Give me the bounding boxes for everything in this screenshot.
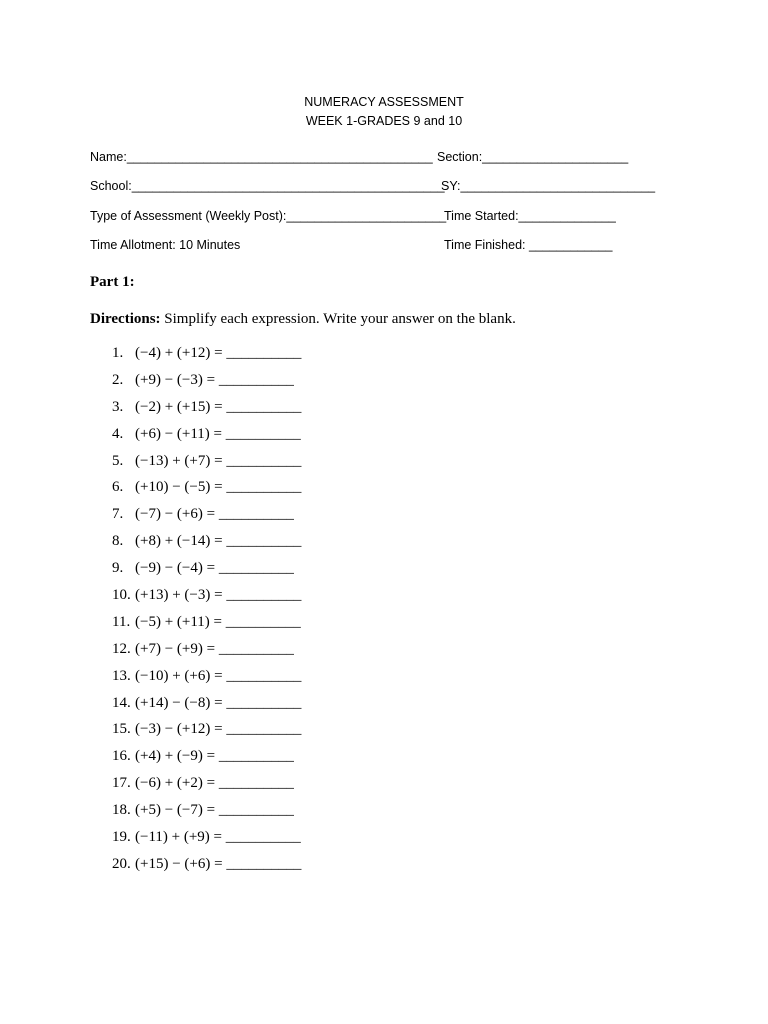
question-expression: (−4) + (+12) = __________ bbox=[135, 345, 302, 361]
document-subtitle: WEEK 1-GRADES 9 and 10 bbox=[305, 114, 463, 128]
question-number: 11. bbox=[112, 613, 131, 630]
question-expression: (−3) − (+12) = __________ bbox=[135, 721, 302, 738]
question-item bbox=[112, 695, 301, 722]
section-field: Section:_____________________ bbox=[437, 150, 629, 164]
question-expression: (+9) − (−3) = __________ bbox=[135, 371, 294, 388]
question-number: 12. bbox=[112, 640, 131, 657]
question-number: 3. bbox=[112, 398, 124, 415]
question-number: 16. bbox=[112, 748, 131, 765]
question-expression: (+6) − (+11) = __________ bbox=[135, 425, 301, 442]
question-number: 13. bbox=[112, 667, 131, 684]
question-expression: (−11) + (+9) = __________ bbox=[135, 829, 301, 846]
question-expression: (+8) + (−14) = __________ bbox=[135, 533, 302, 550]
question-item bbox=[112, 721, 301, 748]
question-number: 9. bbox=[112, 560, 124, 577]
time-finished-field: Time Finished: ____________ bbox=[444, 238, 613, 252]
question-number: 4. bbox=[112, 425, 124, 442]
question-number: 2. bbox=[112, 371, 124, 388]
question-expression: (−9) − (−4) = __________ bbox=[135, 560, 294, 577]
question-expression: (+10) − (−5) = __________ bbox=[135, 479, 302, 496]
question-item bbox=[112, 802, 301, 829]
question-item bbox=[112, 426, 301, 453]
question-item bbox=[112, 506, 301, 533]
question-number: 19. bbox=[112, 829, 131, 846]
question-list bbox=[112, 345, 301, 883]
question-number: 6. bbox=[112, 479, 124, 496]
sy-field: SY:____________________________ bbox=[441, 179, 656, 193]
time-started-field: Time Started:______________ bbox=[444, 209, 616, 223]
question-number: 14. bbox=[112, 694, 131, 711]
question-item bbox=[112, 641, 301, 668]
part-heading: Part 1: bbox=[90, 274, 135, 290]
question-expression: (−10) + (+6) = __________ bbox=[135, 667, 302, 684]
question-item bbox=[112, 560, 301, 587]
question-number: 20. bbox=[112, 855, 131, 872]
question-number: 8. bbox=[112, 533, 124, 550]
question-item bbox=[112, 479, 301, 506]
question-item bbox=[112, 829, 301, 856]
question-expression: (+15) − (+6) = __________ bbox=[135, 855, 302, 872]
assessment-type-field: Type of Assessment (Weekly Post):_______________________ bbox=[90, 209, 447, 223]
question-number: 7. bbox=[112, 506, 124, 523]
question-expression: (+14) − (−8) = __________ bbox=[135, 694, 302, 711]
question-number: 17. bbox=[112, 775, 131, 792]
question-item bbox=[112, 668, 301, 695]
question-expression: (+5) − (−7) = __________ bbox=[135, 802, 294, 819]
question-expression: (−13) + (+7) = __________ bbox=[135, 452, 302, 469]
directions-text: Simplify each expression. Write your answer on the blank. bbox=[160, 311, 516, 327]
question-item bbox=[112, 587, 301, 614]
time-allotment-text: Time Allotment: 10 Minutes bbox=[90, 238, 241, 252]
question-number: 5. bbox=[112, 452, 124, 469]
document-title: NUMERACY ASSESSMENT bbox=[304, 95, 464, 109]
question-item bbox=[112, 533, 301, 560]
question-expression: (−5) + (+11) = __________ bbox=[135, 613, 301, 630]
question-number: 18. bbox=[112, 802, 131, 819]
name-field: Name:____________________________________________ bbox=[90, 150, 433, 164]
question-expression: (+13) + (−3) = __________ bbox=[135, 587, 302, 604]
question-item bbox=[112, 372, 301, 399]
question-expression: (−2) + (+15) = __________ bbox=[135, 398, 302, 415]
directions bbox=[90, 311, 516, 328]
directions-label: Directions: bbox=[90, 311, 161, 327]
question-item bbox=[112, 748, 301, 775]
school-field: School:_____________________________________________ bbox=[90, 179, 445, 193]
question-number: 15. bbox=[112, 721, 131, 738]
question-expression: (−6) + (+2) = __________ bbox=[135, 775, 294, 792]
question-item bbox=[112, 345, 301, 372]
question-item bbox=[112, 856, 301, 883]
question-expression: (−7) − (+6) = __________ bbox=[135, 506, 294, 523]
question-expression: (+4) + (−9) = __________ bbox=[135, 748, 294, 765]
question-expression: (+7) − (+9) = __________ bbox=[135, 640, 294, 657]
question-item bbox=[112, 399, 301, 426]
question-number: 1. bbox=[112, 345, 124, 361]
question-item bbox=[112, 614, 301, 641]
question-number: 10. bbox=[112, 587, 131, 604]
question-item bbox=[112, 775, 301, 802]
question-item bbox=[112, 453, 301, 480]
